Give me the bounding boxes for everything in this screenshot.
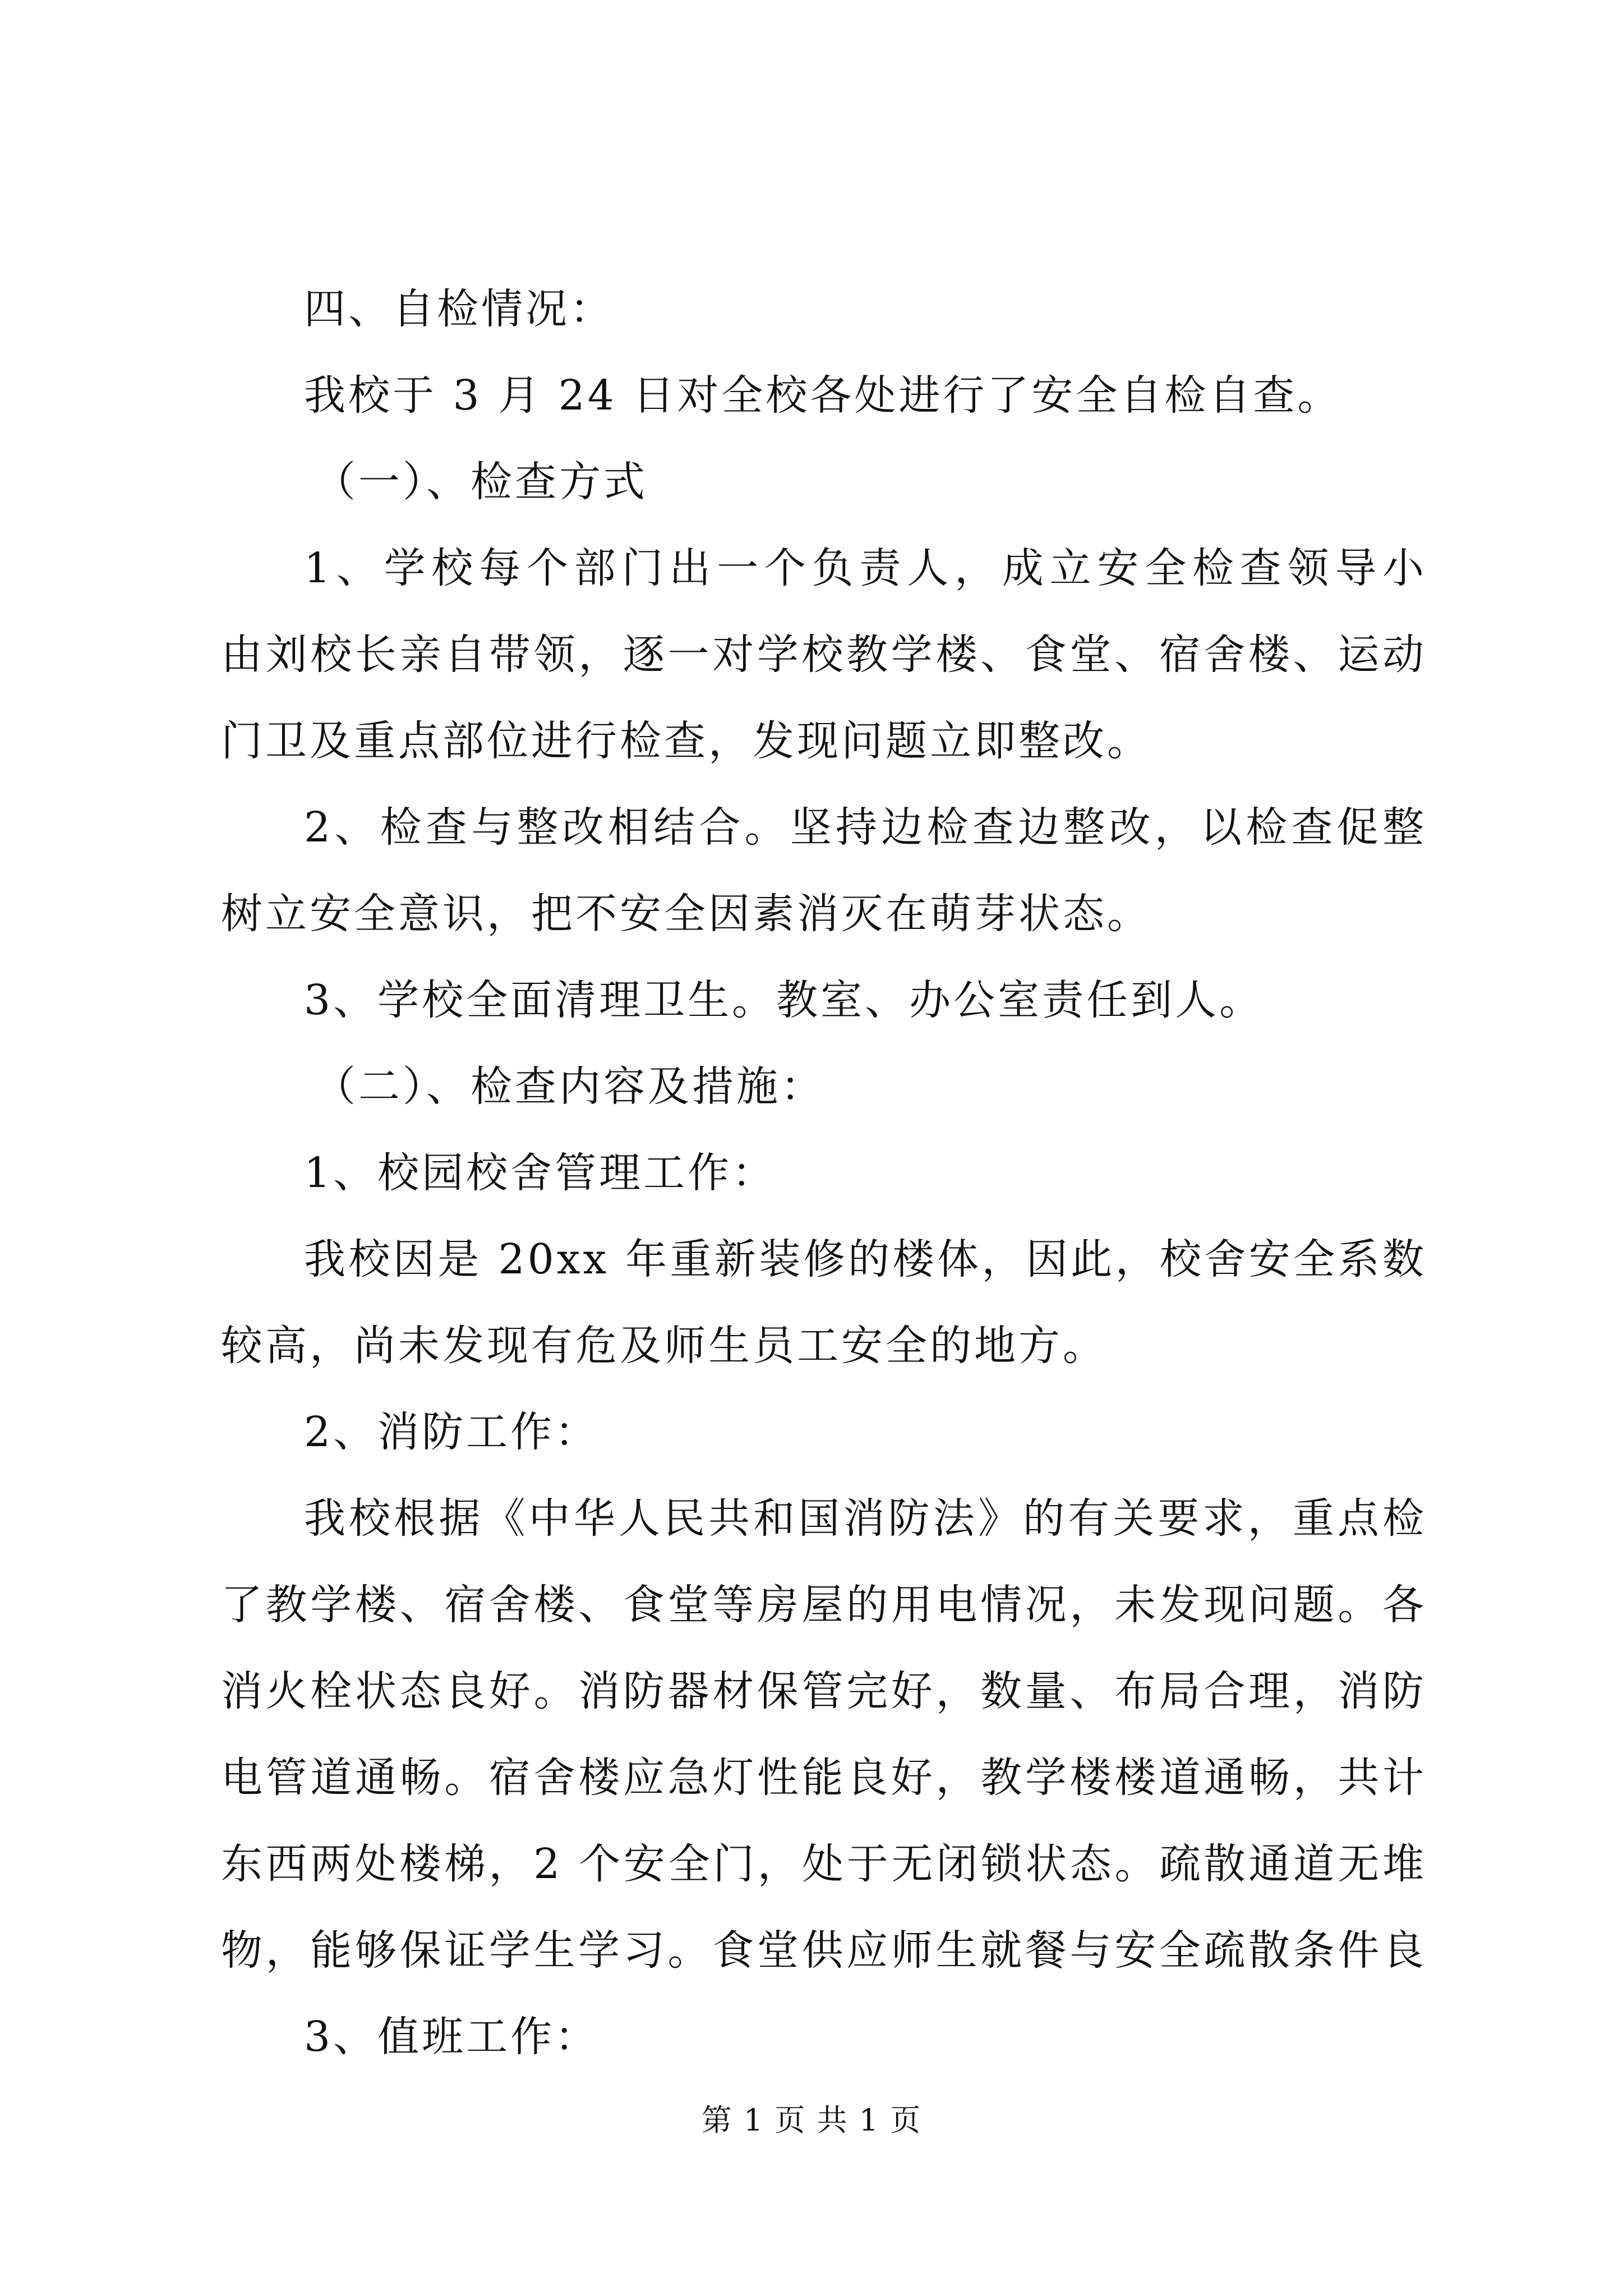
paragraph-line: 1、学校每个部门出一个负责人，成立安全检查领导小 [304, 544, 1427, 592]
page-footer: 第 1 页 共 1 页 [701, 2102, 922, 2138]
item-heading-fire-safety: 2、消防工作： [304, 1408, 600, 1456]
paragraph-line: 了教学楼、宿舍楼、食堂等房屋的用电情况，未发现问题。各 [221, 1581, 1427, 1629]
paragraph-line: 由刘校长亲自带领，逐一对学校教学楼、食堂、宿舍楼、运动 [221, 631, 1427, 679]
item-heading-campus-management: 1、校园校舍管理工作： [304, 1149, 777, 1197]
paragraph-line: 门卫及重点部位进行检查，发现问题立即整改。 [221, 717, 1151, 765]
paragraph-line: 我校根据《中华人民共和国消防法》的有关要求，重点检 [304, 1494, 1427, 1543]
paragraph-line: 物，能够保证学生学习。食堂供应师生就餐与安全疏散条件良 [221, 1926, 1427, 1975]
item-heading-duty-work: 3、值班工作： [304, 2013, 600, 2061]
paragraph-line: 我校因是 20xx 年重新装修的楼体，因此，校舍安全系数 [304, 1235, 1427, 1283]
paragraph-line: 3、学校全面清理卫生。教室、办公室责任到人。 [304, 976, 1264, 1024]
paragraph-line: 树立安全意识，把不安全因素消灭在萌芽状态。 [221, 890, 1151, 938]
section-heading-self-inspection: 四、自检情况： [304, 285, 614, 333]
subsection-heading-inspection-content: （二）、检查内容及措施： [314, 1062, 825, 1111]
paragraph-line: 2、检查与整改相结合。坚持边检查边整改，以检查促整 [304, 803, 1427, 852]
paragraph-line: 消火栓状态良好。消防器材保管完好，数量、布局合理，消防 [221, 1667, 1427, 1715]
paragraph-line: 东西两处楼梯，2 个安全门，处于无闭锁状态。疏散通道无堆 [221, 1840, 1427, 1888]
document-body [221, 266, 1427, 2080]
paragraph-line: 较高，尚未发现有危及师生员工安全的地方。 [221, 1322, 1107, 1370]
subsection-heading-inspection-method: （一）、检查方式 [314, 458, 648, 506]
paragraph-line: 电管道通畅。宿舍楼应急灯性能良好，教学楼楼道通畅，共计 [221, 1754, 1427, 1802]
paragraph-line: 我校于 3 月 24 日对全校各处进行了安全自检自查。 [304, 371, 1342, 420]
